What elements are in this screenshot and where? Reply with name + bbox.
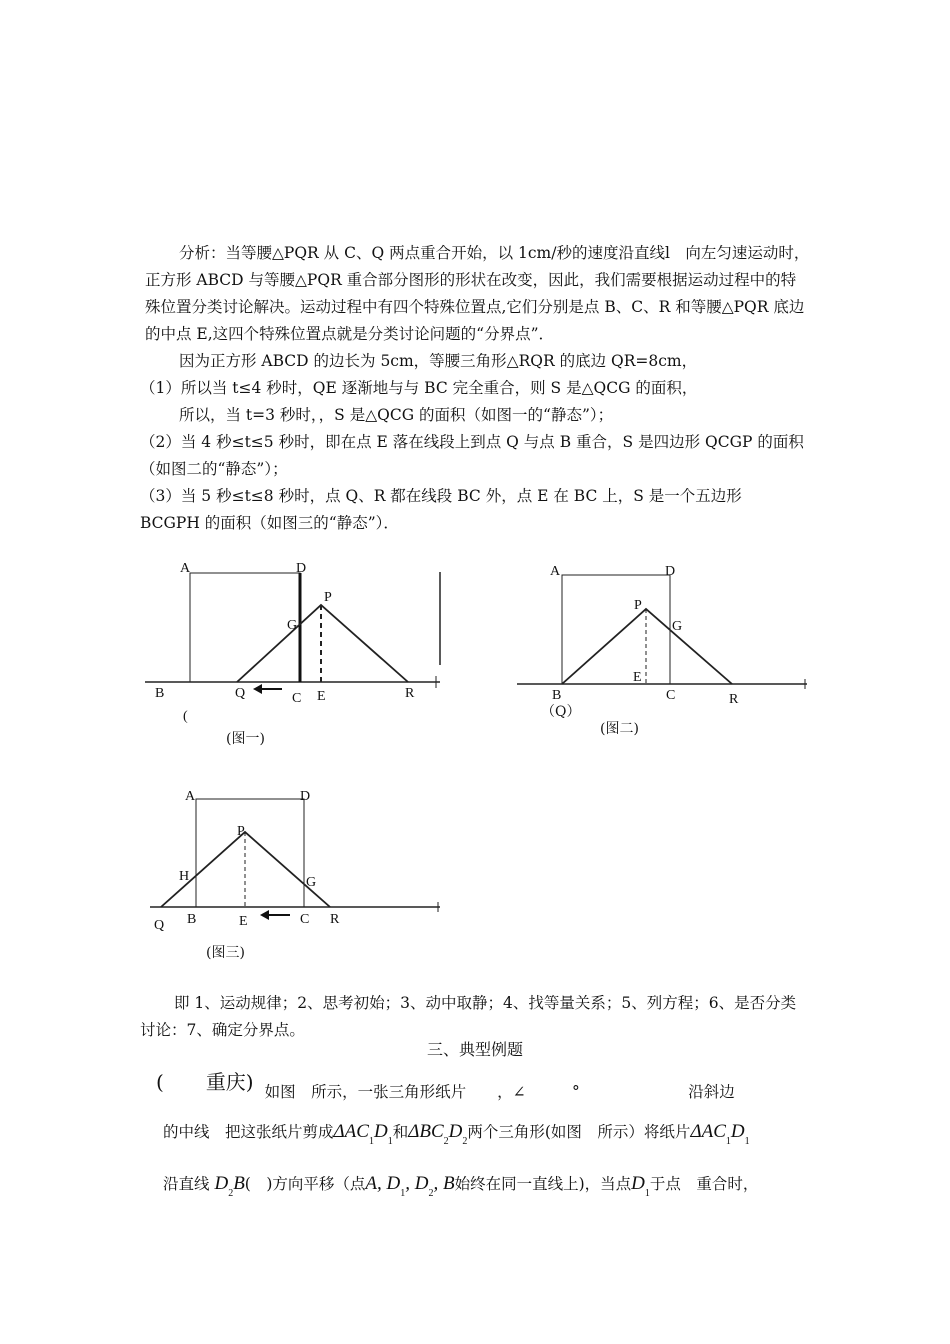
fig1-label-A: A: [180, 561, 191, 576]
fig2-caption: (图二): [600, 721, 639, 737]
example-line-3-a: 沿直线: [163, 1175, 210, 1193]
fig1-label-D: D: [296, 561, 307, 576]
fig3-label-D: D: [300, 789, 311, 804]
pts-a: A, D: [365, 1173, 401, 1194]
fig1-label-B: B: [155, 686, 165, 701]
fig2-label-R: R: [729, 692, 739, 707]
fig1-label-Q: Q: [235, 686, 246, 701]
tri1-sub: 1: [368, 1136, 374, 1147]
tri1b-d: D: [730, 1121, 745, 1142]
example-line-3: [163, 1172, 759, 1199]
case-1: （1）所以当 t≤4 秒时，QE 逐渐地与与 BC 完全重合，则 S 是△QCG 的面积，: [140, 379, 698, 397]
example-source: 重庆): [205, 1070, 254, 1094]
example-line-2-b: 和: [392, 1123, 409, 1141]
fig2-label-E: E: [633, 670, 642, 685]
tri2-d: D: [448, 1121, 463, 1142]
tri1b-sub: 1: [725, 1136, 731, 1147]
example-line-3-end: 于点 重合时，: [649, 1175, 759, 1193]
pts-sub1: 1: [400, 1188, 406, 1199]
d1-sub: 1: [644, 1188, 650, 1199]
tri1b-main: ΔAC: [690, 1121, 726, 1142]
fig1-label-C: C: [292, 691, 302, 706]
fig1-label-R: R: [405, 686, 415, 701]
fig3-label-R: R: [330, 912, 340, 927]
figure-2-svg: [515, 560, 825, 750]
example-line-3-d: 始终在同一直线上)，当点: [454, 1175, 632, 1193]
figure-1-svg: [140, 560, 460, 760]
fig2-label-A: A: [550, 564, 561, 579]
fig2-label-P: P: [634, 598, 642, 613]
tri1-d: D: [373, 1121, 388, 1142]
tri1b-dsub: 1: [744, 1136, 750, 1147]
fig1-paren: (: [183, 709, 188, 724]
tri1-main: ΔAC: [333, 1121, 369, 1142]
pts-b: , D: [405, 1173, 429, 1194]
fig1-label-P: P: [324, 590, 332, 605]
collinear-points: [365, 1173, 455, 1199]
figure-1: [140, 560, 460, 760]
fig1-label-E: E: [317, 689, 326, 704]
figure-3: [148, 785, 458, 970]
d1-main: D: [631, 1173, 645, 1194]
summary-paragraph: 即 1、运动规律；2、思考初始；3、动中取静；4、找等量关系；5、列方程；6、是否分类讨论：7、确定分界点。: [140, 994, 797, 1039]
figure-2: [515, 560, 825, 750]
analysis-paragraph-2: 因为正方形 ABCD 的边长为 5cm，等腰三角形△RQR 的底边 QR=8cm，: [179, 352, 698, 370]
fig2-label-C: C: [666, 688, 676, 703]
example-line-2-a: 的中线 把这张纸片剪成: [163, 1123, 334, 1141]
fig3-label-C: C: [300, 912, 310, 927]
fig3-label-E: E: [239, 914, 248, 929]
line3-b: B: [233, 1173, 245, 1194]
fig3-caption: (图三): [206, 945, 245, 961]
fig2-q-note: （Q）: [541, 704, 581, 720]
fig2-label-B: B: [552, 688, 562, 703]
case-2: （2）当 4 秒≤t≤5 秒时，即在点 E 落在线段上到点 Q 与点 B 重合，S 是四边形 QCGP 的面积（如图二的“静态”）；: [140, 433, 804, 478]
line3-d: D: [214, 1173, 229, 1194]
triangle-ac1d1-again: [690, 1121, 750, 1147]
tri2-sub: 2: [443, 1136, 449, 1147]
fig3-label-H: H: [179, 869, 190, 884]
triangle-ac1d1: [333, 1121, 393, 1147]
case-3: （3）当 5 秒≤t≤8 秒时，点 Q、R 都在线段 BC 外，点 E 在 BC 上，S 是一个五边形 BCGPH 的面积（如图三的“静态”）．: [140, 487, 742, 532]
example-line-3-c: ( )方向平移（点: [244, 1175, 366, 1193]
fig3-label-B: B: [187, 912, 197, 927]
tri1-dsub: 1: [387, 1136, 393, 1147]
pts-sub2: 2: [428, 1188, 434, 1199]
fig2-label-D: D: [665, 564, 676, 579]
example-line-2-c: 两个三角形(如图 所示）将纸片: [467, 1123, 691, 1141]
analysis-paragraph-1: 分析：当等腰△PQR 从 C、Q 两点重合开始，以 1cm/秒的速度沿直线l 向左匀速运动时，正方形 ABCD 与等腰△PQR 重合部分图形的形状在改变，因此，我们需要根据运动过程中的特殊位置分类讨论解决。运动过程中有四个特殊位置点,它们分别是点 B、C、R 和等腰△PQR 底边的中点 E,这四个特殊位置点就是分类讨论问题的“分界点”．: [145, 244, 810, 343]
example-line-1-text: 如图 所示，一张三角形纸片 ，∠ ° 沿斜边: [264, 1083, 735, 1101]
point-d1: [631, 1173, 650, 1199]
case-1-detail: 所以，当 t=3 秒时，，S 是△QCG 的面积（如图一的“静态”）；: [179, 406, 614, 424]
section-title: 三、典型例题: [426, 1040, 523, 1059]
fig1-label-G: G: [287, 618, 298, 633]
example-paren: (: [156, 1070, 164, 1094]
pts-c: , B: [433, 1173, 455, 1194]
fig3-label-P: P: [237, 824, 245, 839]
fig2-label-G: G: [672, 619, 683, 634]
line3-dsub: 2: [228, 1188, 234, 1199]
fig3-label-Q: Q: [154, 918, 165, 933]
line-d2b: [214, 1173, 245, 1199]
figure-3-svg: [148, 785, 458, 970]
fig3-label-G: G: [306, 875, 317, 890]
tri2-dsub: 2: [462, 1136, 468, 1147]
fig1-caption: (图一): [226, 731, 265, 747]
tri2-main: ΔBC: [408, 1121, 444, 1142]
triangle-bc2d2: [408, 1121, 468, 1147]
example-line-2: [163, 1120, 750, 1147]
fig3-label-A: A: [185, 789, 196, 804]
example-line-1: [156, 1066, 735, 1101]
